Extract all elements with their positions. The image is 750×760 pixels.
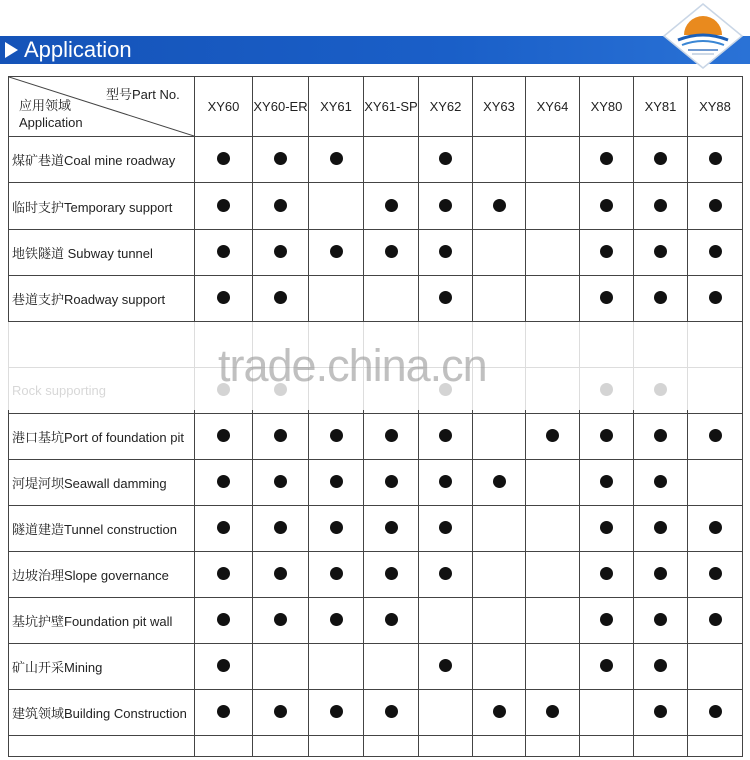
- applicable-dot-icon: [330, 152, 343, 165]
- applicable-dot-icon: [654, 429, 667, 442]
- table-cell: [688, 690, 743, 736]
- section-banner: [0, 36, 750, 64]
- applicable-dot-icon: [600, 291, 613, 304]
- applicable-dot-icon: [600, 475, 613, 488]
- table-cell: [364, 506, 419, 552]
- applicable-dot-icon: [217, 199, 230, 212]
- applicable-dot-icon: [330, 521, 343, 534]
- column-header: XY88: [688, 77, 743, 137]
- applicable-dot-icon: [274, 199, 287, 212]
- table-cell: [473, 552, 526, 598]
- table-cell: [253, 736, 309, 757]
- table-cell: [195, 690, 253, 736]
- applicable-dot-icon: [274, 429, 287, 442]
- table-cell: [580, 183, 634, 230]
- row-label: [9, 736, 195, 757]
- column-header: XY61-SP: [364, 77, 419, 137]
- applicable-dot-icon: [385, 429, 398, 442]
- applicable-dot-icon: [600, 567, 613, 580]
- table-cell: [526, 644, 580, 690]
- table-cell: [419, 414, 473, 460]
- row-label: 河堤河坝Seawall damming: [9, 460, 195, 506]
- table-cell: [473, 414, 526, 460]
- header-application-cn: 应用领域: [19, 98, 72, 113]
- table-cell: [253, 506, 309, 552]
- table-cell: [364, 690, 419, 736]
- table-cell: [473, 644, 526, 690]
- table-cell: [473, 460, 526, 506]
- table-cell: [253, 690, 309, 736]
- table-cell: [634, 414, 688, 460]
- column-header: XY81: [634, 77, 688, 137]
- table-cell: [688, 736, 743, 757]
- table-cell: [195, 460, 253, 506]
- row-label: 地铁隧道 Subway tunnel: [9, 230, 195, 276]
- table-cell: [634, 137, 688, 183]
- row-label: 隧道建造Tunnel construction: [9, 506, 195, 552]
- applicable-dot-icon: [274, 521, 287, 534]
- applicable-dot-icon: [385, 613, 398, 626]
- applicable-dot-icon: [217, 567, 230, 580]
- table-cell: [688, 644, 743, 690]
- applicable-dot-icon: [600, 659, 613, 672]
- table-cell: [526, 276, 580, 322]
- applicable-dot-icon: [274, 475, 287, 488]
- company-logo: [662, 2, 744, 70]
- table-cell: [526, 736, 580, 757]
- header-part-no: 型号Part No.: [106, 87, 180, 102]
- applicable-dot-icon: [709, 245, 722, 258]
- applicable-dot-icon: [493, 475, 506, 488]
- applicable-dot-icon: [217, 613, 230, 626]
- table-cell: [580, 414, 634, 460]
- table-cell: [473, 137, 526, 183]
- table-cell: [634, 598, 688, 644]
- table-cell: [634, 460, 688, 506]
- table-cell: [526, 414, 580, 460]
- applicable-dot-icon: [546, 429, 559, 442]
- applicable-dot-icon: [654, 705, 667, 718]
- applicable-dot-icon: [217, 521, 230, 534]
- table-cell: [526, 183, 580, 230]
- row-label: 港口基坑Port of foundation pit: [9, 414, 195, 460]
- table-cell: [195, 552, 253, 598]
- column-header: XY60: [195, 77, 253, 137]
- table-cell: [253, 644, 309, 690]
- applicable-dot-icon: [217, 245, 230, 258]
- table-cell: [195, 644, 253, 690]
- table-cell: [634, 276, 688, 322]
- table-cell: [364, 598, 419, 644]
- table-cell: [473, 276, 526, 322]
- applicable-dot-icon: [439, 567, 452, 580]
- table-cell: [688, 414, 743, 460]
- row-label: 煤矿巷道Coal mine roadway: [9, 137, 195, 183]
- row-label: 边坡治理Slope governance: [9, 552, 195, 598]
- table-cell: [580, 460, 634, 506]
- column-header: XY60-ER: [253, 77, 309, 137]
- row-label: 矿山开采Mining: [9, 644, 195, 690]
- table-cell: [580, 736, 634, 757]
- applicable-dot-icon: [385, 567, 398, 580]
- table-cell: [688, 552, 743, 598]
- column-header: XY63: [473, 77, 526, 137]
- table-cell: [195, 230, 253, 276]
- applicable-dot-icon: [439, 475, 452, 488]
- row-label: 基坑护壁Foundation pit wall: [9, 598, 195, 644]
- applicable-dot-icon: [385, 705, 398, 718]
- column-header: XY80: [580, 77, 634, 137]
- table-cell: [473, 736, 526, 757]
- applicable-dot-icon: [709, 152, 722, 165]
- table-cell: [473, 230, 526, 276]
- table-cell: [580, 506, 634, 552]
- applicable-dot-icon: [330, 475, 343, 488]
- applicable-dot-icon: [600, 613, 613, 626]
- applicable-dot-icon: [493, 199, 506, 212]
- table-cell: [309, 276, 364, 322]
- table-cell: [580, 276, 634, 322]
- table-cell: [634, 230, 688, 276]
- applicable-dot-icon: [654, 613, 667, 626]
- applicable-dot-icon: [217, 429, 230, 442]
- applicable-dot-icon: [546, 705, 559, 718]
- table-cell: [309, 414, 364, 460]
- table-cell: [688, 460, 743, 506]
- table-cell: [253, 230, 309, 276]
- table-cell: [253, 276, 309, 322]
- table-cell: [364, 644, 419, 690]
- applicable-dot-icon: [330, 429, 343, 442]
- table-cell: [364, 230, 419, 276]
- applicable-dot-icon: [439, 245, 452, 258]
- column-header: XY64: [526, 77, 580, 137]
- applicable-dot-icon: [493, 705, 506, 718]
- applicable-dot-icon: [217, 659, 230, 672]
- applicable-dot-icon: [654, 291, 667, 304]
- table-cell: [634, 690, 688, 736]
- table-cell: [688, 276, 743, 322]
- table-cell: [526, 137, 580, 183]
- table-cell: [419, 506, 473, 552]
- table-cell: [634, 552, 688, 598]
- application-table: [8, 76, 743, 757]
- applicable-dot-icon: [330, 245, 343, 258]
- table-cell: [419, 276, 473, 322]
- table-cell: [195, 183, 253, 230]
- applicable-dot-icon: [654, 475, 667, 488]
- applicable-dot-icon: [600, 152, 613, 165]
- applicable-dot-icon: [709, 199, 722, 212]
- applicable-dot-icon: [330, 567, 343, 580]
- table-cell: [419, 137, 473, 183]
- table-cell: [419, 552, 473, 598]
- column-header: XY62: [419, 77, 473, 137]
- table-cell: [473, 183, 526, 230]
- table-cell: [364, 276, 419, 322]
- table-cell: [309, 506, 364, 552]
- table-cell: [419, 690, 473, 736]
- table-cell: [580, 137, 634, 183]
- applicable-dot-icon: [439, 429, 452, 442]
- applicable-dot-icon: [330, 705, 343, 718]
- table-cell: [253, 460, 309, 506]
- applicable-dot-icon: [654, 567, 667, 580]
- applicable-dot-icon: [385, 199, 398, 212]
- table-cell: [364, 137, 419, 183]
- table-cell: [688, 137, 743, 183]
- table-cell: [364, 414, 419, 460]
- applicable-dot-icon: [654, 199, 667, 212]
- applicable-dot-icon: [274, 152, 287, 165]
- table-cell: [309, 460, 364, 506]
- table-cell: [580, 644, 634, 690]
- header-application-en: Application: [19, 115, 83, 130]
- table-cell: [419, 644, 473, 690]
- table-cell: [634, 736, 688, 757]
- play-arrow-icon: [5, 42, 18, 58]
- watermark-text: trade.china.cn: [218, 340, 487, 391]
- table-cell: [419, 183, 473, 230]
- table-cell: [580, 230, 634, 276]
- applicable-dot-icon: [600, 245, 613, 258]
- table-cell: [253, 183, 309, 230]
- table-cell: [419, 736, 473, 757]
- table-cell: [195, 598, 253, 644]
- applicable-dot-icon: [274, 567, 287, 580]
- table-cell: [364, 183, 419, 230]
- table-cell: [195, 276, 253, 322]
- table-cell: [634, 506, 688, 552]
- table-cell: [364, 552, 419, 598]
- applicable-dot-icon: [600, 429, 613, 442]
- table-cell: [253, 414, 309, 460]
- applicable-dot-icon: [439, 199, 452, 212]
- applicable-dot-icon: [217, 291, 230, 304]
- table-cell: [309, 183, 364, 230]
- applicable-dot-icon: [217, 152, 230, 165]
- table-cell: [195, 736, 253, 757]
- table-cell: [195, 137, 253, 183]
- table-cell: [526, 552, 580, 598]
- applicable-dot-icon: [274, 291, 287, 304]
- table-cell: [253, 552, 309, 598]
- applicable-dot-icon: [654, 521, 667, 534]
- table-cell: [309, 736, 364, 757]
- table-cell: [309, 137, 364, 183]
- table-cell: [309, 690, 364, 736]
- applicable-dot-icon: [217, 475, 230, 488]
- table-cell: [419, 598, 473, 644]
- table-cell: [309, 230, 364, 276]
- table-cell: [419, 460, 473, 506]
- table-cell: [253, 137, 309, 183]
- table-cell: [364, 736, 419, 757]
- applicable-dot-icon: [439, 521, 452, 534]
- table-cell: [526, 506, 580, 552]
- table-cell: [195, 506, 253, 552]
- applicable-dot-icon: [274, 245, 287, 258]
- applicable-dot-icon: [654, 152, 667, 165]
- row-label: 临时支护Temporary support: [9, 183, 195, 230]
- applicable-dot-icon: [654, 659, 667, 672]
- applicable-dot-icon: [600, 521, 613, 534]
- table-cell: [688, 230, 743, 276]
- applicable-dot-icon: [439, 659, 452, 672]
- table-cell: [195, 414, 253, 460]
- table-cell: [419, 230, 473, 276]
- table-cell: [364, 460, 419, 506]
- column-header: XY61: [309, 77, 364, 137]
- applicable-dot-icon: [709, 521, 722, 534]
- applicable-dot-icon: [385, 521, 398, 534]
- row-label: 巷道支护Roadway support: [9, 276, 195, 322]
- table-cell: [473, 506, 526, 552]
- applicable-dot-icon: [600, 199, 613, 212]
- table-cell: [526, 598, 580, 644]
- applicable-dot-icon: [709, 613, 722, 626]
- table-cell: [309, 552, 364, 598]
- applicable-dot-icon: [709, 291, 722, 304]
- applicable-dot-icon: [439, 152, 452, 165]
- table-cell: [688, 598, 743, 644]
- applicable-dot-icon: [217, 705, 230, 718]
- applicable-dot-icon: [709, 705, 722, 718]
- table-cell: [309, 598, 364, 644]
- table-cell: [526, 690, 580, 736]
- table-cell: [688, 183, 743, 230]
- applicable-dot-icon: [439, 291, 452, 304]
- table-cell: [253, 598, 309, 644]
- applicable-dot-icon: [385, 245, 398, 258]
- table-cell: [580, 690, 634, 736]
- applicable-dot-icon: [709, 429, 722, 442]
- applicable-dot-icon: [385, 475, 398, 488]
- table-cell: [634, 644, 688, 690]
- applicable-dot-icon: [654, 245, 667, 258]
- table-cell: [309, 644, 364, 690]
- table-cell: [580, 598, 634, 644]
- table-cell: [473, 598, 526, 644]
- table-cell: [634, 183, 688, 230]
- table-cell: [688, 506, 743, 552]
- applicable-dot-icon: [274, 613, 287, 626]
- table-header-corner: [9, 77, 195, 137]
- table-cell: [580, 552, 634, 598]
- applicable-dot-icon: [330, 613, 343, 626]
- row-label: 建筑领域Building Construction: [9, 690, 195, 736]
- section-title: Application: [24, 37, 132, 62]
- table-cell: [526, 230, 580, 276]
- table-cell: [473, 690, 526, 736]
- applicable-dot-icon: [274, 705, 287, 718]
- applicable-dot-icon: [709, 567, 722, 580]
- table-cell: [526, 460, 580, 506]
